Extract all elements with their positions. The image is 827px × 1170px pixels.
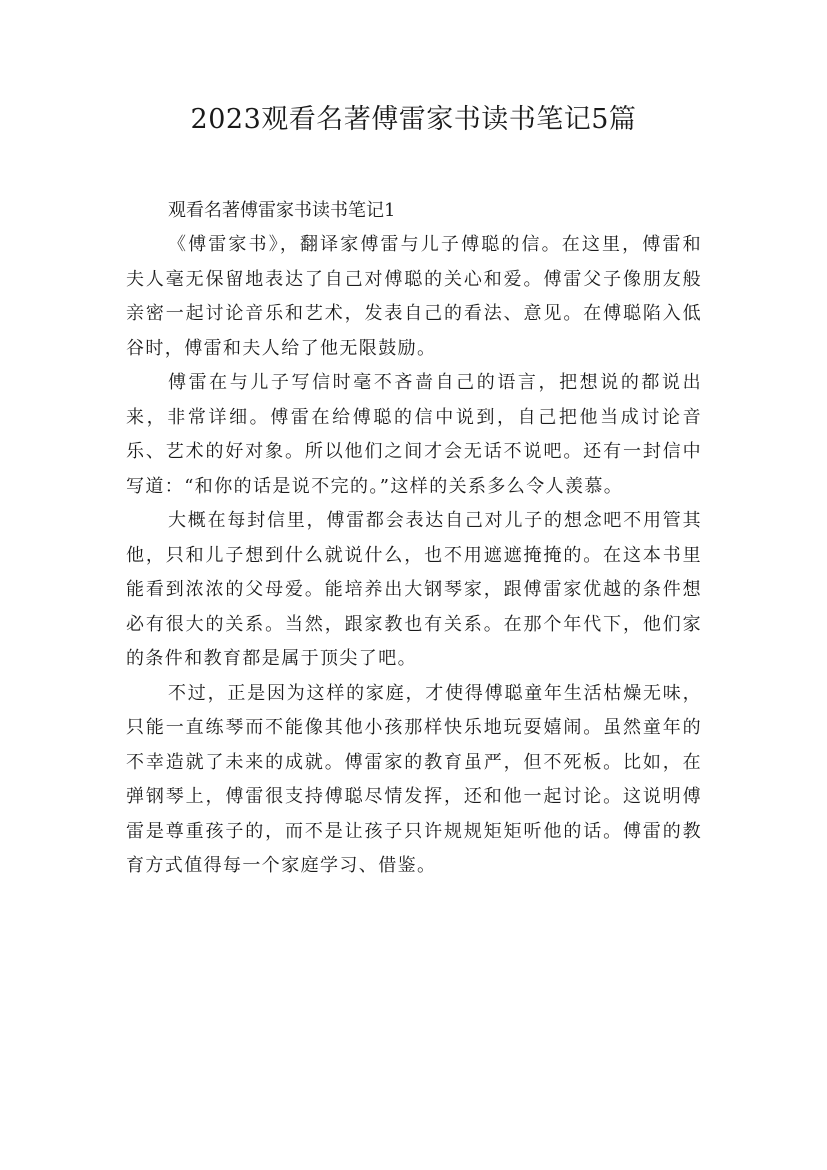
section-heading: 观看名著傅雷家书读书笔记1 (168, 200, 396, 221)
paragraph-2: 傅雷在与儿子写信时毫不吝啬自己的语言，把想说的都说出来，非常详细。傅雷在给傅聪的信中说到，自己把他当成讨论音乐、艺术的好对象。所以他们之间才会无话不说吧。还有一封信中写道：“和你的话是说不完的。”这样的关系多么令人羡慕。 (126, 372, 702, 497)
paragraph-3: 大概在每封信里，傅雷都会表达自己对儿子的想念吧不用管其他，只和儿子想到什么就说什么，也不用遮遮掩掩的。在这本书里能看到浓浓的父母爱。能培养出大钢琴家，跟傅雷家优越的条件想必有很大的关系。当然，跟家教也有关系。在那个年代下，他们家的条件和教育都是属于顶尖了吧。 (126, 510, 702, 669)
paragraph-4: 不过，正是因为这样的家庭，才使得傅聪童年生活枯燥无味，只能一直练琴而不能像其他小孩那样快乐地玩耍嬉闹。虽然童年的不幸造就了未来的成就。傅雷家的教育虽严，但不死板。比如，在弹钢琴上，傅雷很支持傅聪尽情发挥，还和他一起讨论。这说明傅雷是尊重孩子的，而不是让孩子只许规规矩矩听他的话。傅雷的教育方式值得每一个家庭学习、借鉴。 (126, 682, 702, 876)
paragraph-1: 《傅雷家书》，翻译家傅雷与儿子傅聪的信。在这里，傅雷和夫人毫无保留地表达了自己对傅聪的关心和爱。傅雷父子像朋友般亲密一起讨论音乐和艺术，发表自己的看法、意见。在傅聪陷入低谷时，傅雷和夫人给了他无限鼓励。 (126, 234, 702, 359)
document-body (126, 194, 702, 884)
document-title: 2023观看名著傅雷家书读书笔记5篇 (190, 104, 637, 135)
